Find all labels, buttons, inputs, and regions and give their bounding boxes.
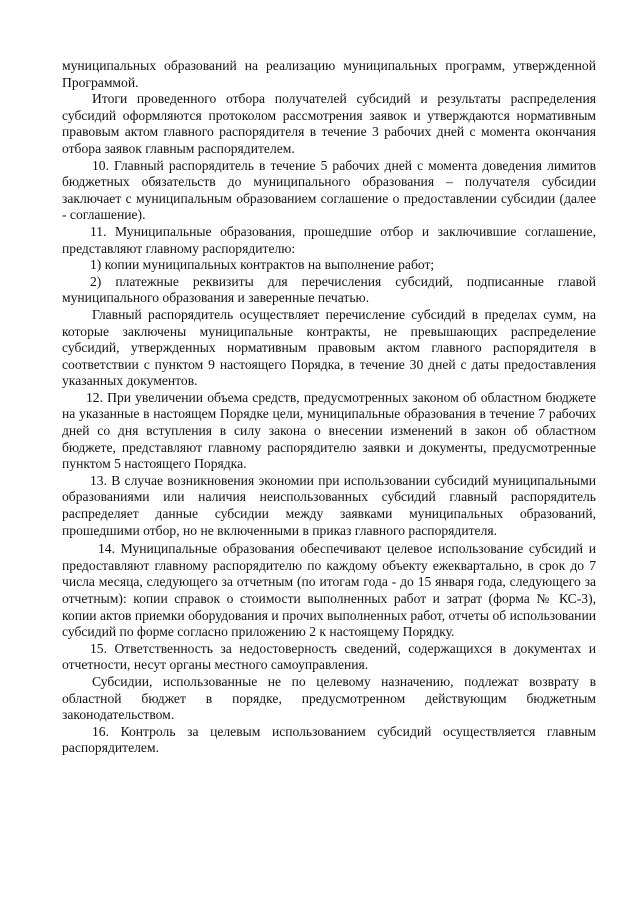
paragraph-item-12: 12. При увеличении объема средств, предусмотренных законом об областном бюджете на указанные в настоящем Порядке цели, муниципальные образования в течение 7 рабочих дней со дня вступления в силу закона о внесении изменений в закон об областном бюджете, представляют главному распорядителю заявки и документы, предусмотренные пунктом 5 настоящего Порядка. bbox=[62, 389, 596, 472]
paragraph-continuation: муниципальных образований на реализацию муниципальных программ, утвержденной Программой. bbox=[62, 58, 596, 90]
paragraph-item-11: 11. Муниципальные образования, прошедшие отбор и заключившие соглашение, представляют главному распорядителю: bbox=[62, 223, 596, 256]
paragraph-transfer: Главный распорядитель осуществляет перечисление субсидий в пределах сумм, на которые заключены муниципальные контракты, не превышающих распределение субсидий, утвержденных нормативным правовым актом главного распорядителя в соответствии с пунктом 9 настоящего Порядка, в течение 30 дней с даты предоставления указанных документов. bbox=[62, 306, 596, 389]
paragraph-item-14: 14. Муниципальные образования обеспечивают целевое использование субсидий и предоставляют главному распорядителю по каждому объекту ежеквартально, в срок до 7 числа месяца, следующего за отчетным (по итогам года - до 15 января года, следующего за отчетным): копии справок о стоимости выполненных работ и затрат (форма № КС-3), копии актов приемки оборудования и прочих выполненных работ, отчеты об использовании субсидий по форме согласно приложению 2 к настоящему Порядку. bbox=[62, 541, 596, 640]
list-item-2: 2) платежные реквизиты для перечисления субсидий, подписанные главой муниципального образования и заверенные печатью. bbox=[62, 273, 596, 306]
list-item-1: 1) копии муниципальных контрактов на выполнение работ; bbox=[90, 257, 435, 273]
paragraph-misuse: Субсидии, использованные не по целевому назначению, подлежат возврату в областной бюджет в порядке, предусмотренном действующим бюджетным законодательством. bbox=[62, 673, 596, 723]
paragraph-selection-results: Итоги проведенного отбора получателей субсидий и результаты распределения субсидий оформляются протоколом рассмотрения заявок и утверждаются нормативным правовым актом главного распорядителя в течение 3 рабочих дней с момента окончания отбора заявок главным распорядителем. bbox=[62, 91, 596, 156]
paragraph-item-15: 15. Ответственность за недостоверность сведений, содержащихся в документах и отчетности, несут органы местного самоуправления. bbox=[62, 640, 596, 673]
paragraph-item-10: 10. Главный распорядитель в течение 5 рабочих дней с момента доведения лимитов бюджетных обязательств до муниципального образования – получателя субсидии заключает с муниципальным образованием соглашение о предоставлении субсидии (далее - соглашение). bbox=[62, 157, 596, 223]
paragraph-item-16: 16. Контроль за целевым использованием субсидий осуществляется главным распорядителем. bbox=[62, 723, 596, 756]
paragraph-item-13: 13. В случае возникновения экономии при использовании субсидий муниципальными образованиями или наличия неиспользованных субсидий главный распорядитель распределяет данные субсидии между заявками муниципальных образований, прошедшими отбор, но не включенными в приказ главного распорядителя. bbox=[62, 472, 596, 538]
